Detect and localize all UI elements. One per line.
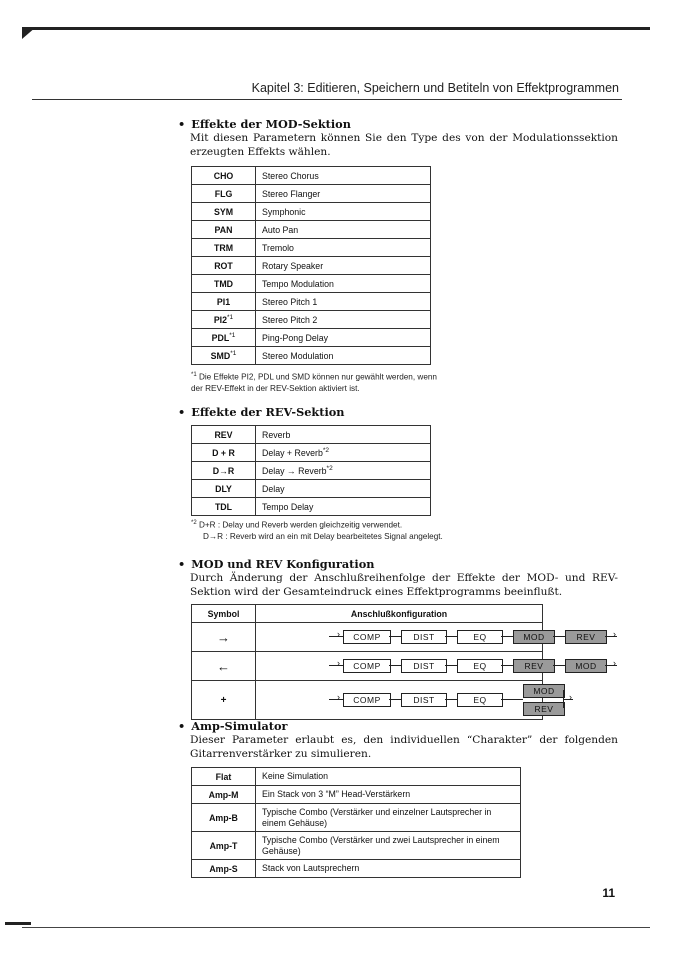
block-rev: REV (523, 702, 565, 716)
signal-line (445, 665, 457, 666)
config-table (191, 604, 616, 720)
arrow-icon: › (569, 692, 572, 702)
block-eq: EQ (457, 659, 503, 673)
rev-footnote: $^{*2}$ D+R : Delay und Reverb werden gleichzeitig verwendet. D→R : Reverb wird an ein mit Delay bearbeitetes Signal angelegt. (191, 520, 443, 541)
effect-description: Stereo Pitch 2 (256, 311, 431, 329)
config-symbol-reverse: ← (192, 652, 256, 681)
table-row (192, 426, 431, 444)
effect-description: Keine Simulation (256, 768, 521, 786)
signal-line (389, 699, 401, 700)
table-row (192, 293, 431, 311)
table-row (192, 498, 431, 516)
effect-code: Amp-B (192, 804, 256, 832)
effect-description: Ein Stack von 3 “M” Head-Verstärkern (256, 786, 521, 804)
mod-table (191, 166, 431, 365)
table-row (192, 480, 431, 498)
effect-description: Stack von Lautsprechern (256, 860, 521, 878)
config-section-text: Durch Änderung der Anschlußreihenfolge der Effekte der MOD- und REV-Sektion wird der Gesamteindruck eines Effektprogramms beeinflußt. (190, 572, 618, 598)
signal-line (445, 636, 457, 637)
effect-code: PI2$^{*1}$ (192, 311, 256, 329)
effect-description: Typische Combo (Verstärker und zwei Lautsprecher in einem Gehäuse) (256, 832, 521, 860)
effect-description: Delay → Reverb$^{*2}$ (256, 462, 431, 480)
block-eq: EQ (457, 630, 503, 644)
table-row (192, 239, 431, 257)
effect-description: Tempo Delay (256, 498, 431, 516)
config-chain-serial (256, 623, 616, 652)
effect-code: TRM (192, 239, 256, 257)
bottom-rule (22, 927, 650, 928)
effect-description: Delay + Reverb$^{*2}$ (256, 444, 431, 462)
effect-description: Symphonic (256, 203, 431, 221)
effect-description: Reverb (256, 426, 431, 444)
effect-code: TDL (192, 498, 256, 516)
effect-code: REV (192, 426, 256, 444)
signal-line (553, 636, 565, 637)
table-row (192, 786, 521, 804)
table-row (192, 221, 431, 239)
block-comp: COMP (343, 659, 391, 673)
table-row (192, 329, 431, 347)
effect-code: SYM (192, 203, 256, 221)
effect-description: Stereo Flanger (256, 185, 431, 203)
effect-description: Ping-Pong Delay (256, 329, 431, 347)
block-comp: COMP (343, 630, 391, 644)
amp-section-title: • Amp-Simulator (178, 719, 288, 733)
signal-line (501, 636, 513, 637)
table-row (192, 462, 431, 480)
block-mod: MOD (565, 659, 607, 673)
arrow-icon: › (337, 692, 340, 702)
config-col-symbol: Symbol (192, 605, 256, 623)
table-row (192, 311, 431, 329)
mod-section-text: Mit diesen Parametern können Sie den Type des von der Modulationssektion erzeugten Effekts wählen. (190, 132, 618, 158)
effect-code: Amp-M (192, 786, 256, 804)
effect-code: Amp-S (192, 860, 256, 878)
signal-line (445, 699, 457, 700)
signal-line (329, 665, 343, 666)
effect-code: DLY (192, 480, 256, 498)
effect-code: D + R (192, 444, 256, 462)
arrow-icon: › (337, 658, 340, 668)
effect-code: SMD$^{*1}$ (192, 347, 256, 365)
effect-description: Delay (256, 480, 431, 498)
effect-code: PAN (192, 221, 256, 239)
arrow-icon: › (613, 629, 616, 639)
effect-code: TMD (192, 275, 256, 293)
corner-mark-bottom (5, 922, 31, 925)
effect-code: CHO (192, 167, 256, 185)
page-number: 11 (602, 886, 615, 900)
signal-line (501, 665, 513, 666)
block-dist: DIST (401, 630, 447, 644)
table-row (192, 257, 431, 275)
block-mod: MOD (513, 630, 555, 644)
top-rule (22, 27, 650, 30)
block-dist: DIST (401, 659, 447, 673)
config-symbol-parallel: + (192, 681, 256, 720)
rev-table (191, 425, 431, 516)
effect-code: D→R (192, 462, 256, 480)
effect-code: Amp-T (192, 832, 256, 860)
header-rule (32, 99, 622, 100)
table-row (192, 347, 431, 365)
effect-description: Tempo Modulation (256, 275, 431, 293)
signal-line (501, 699, 523, 700)
chapter-header: Kapitel 3: Editieren, Speichern und Betiteln von Effektprogrammen (251, 81, 619, 95)
arrow-icon: › (613, 658, 616, 668)
effect-description: Stereo Pitch 1 (256, 293, 431, 311)
effect-description: Auto Pan (256, 221, 431, 239)
effect-description: Stereo Modulation (256, 347, 431, 365)
block-rev: REV (565, 630, 607, 644)
effect-description: Rotary Speaker (256, 257, 431, 275)
block-eq: EQ (457, 693, 503, 707)
effect-code: Flat (192, 768, 256, 786)
config-symbol-serial: → (192, 623, 256, 652)
amp-section-text: Dieser Parameter erlaubt es, den individuellen “Charakter” der folgenden Gitarrenverstärker zu simulieren. (190, 734, 618, 760)
effect-code: PI1 (192, 293, 256, 311)
effect-code: PDL$^{*1}$ (192, 329, 256, 347)
signal-line (389, 636, 401, 637)
table-row (192, 185, 431, 203)
mod-section-title: • Effekte der MOD-Sektion (178, 117, 351, 131)
amp-table (191, 767, 521, 878)
table-row (192, 860, 521, 878)
signal-line (329, 636, 343, 637)
rev-section-title: • Effekte der REV-Sektion (178, 405, 345, 419)
config-col-connection: Anschlußkonfiguration (256, 605, 543, 623)
table-row (192, 203, 431, 221)
block-comp: COMP (343, 693, 391, 707)
table-row (192, 832, 521, 860)
effect-description: Tremolo (256, 239, 431, 257)
effect-code: ROT (192, 257, 256, 275)
block-dist: DIST (401, 693, 447, 707)
config-chain-parallel (256, 681, 572, 720)
block-mod: MOD (523, 684, 565, 698)
table-row (192, 768, 521, 786)
config-chain-reverse (256, 652, 616, 681)
table-row (192, 275, 431, 293)
effect-description: Typische Combo (Verstärker und einzelner Lautsprecher in einem Gehäuse) (256, 804, 521, 832)
signal-line (553, 665, 565, 666)
table-row (192, 444, 431, 462)
arrow-icon: › (337, 629, 340, 639)
effect-code: FLG (192, 185, 256, 203)
config-section-title: • MOD und REV Konfiguration (178, 557, 375, 571)
signal-line (389, 665, 401, 666)
table-row (192, 167, 431, 185)
block-rev: REV (513, 659, 555, 673)
table-row (192, 804, 521, 832)
effect-description: Stereo Chorus (256, 167, 431, 185)
signal-line (329, 699, 343, 700)
mod-footnote: $^{*1}$ Die Effekte PI2, PDL und SMD können nur gewählt werden, wenn der REV-Effekt in der REV-Sektion aktiviert ist. (191, 372, 437, 393)
